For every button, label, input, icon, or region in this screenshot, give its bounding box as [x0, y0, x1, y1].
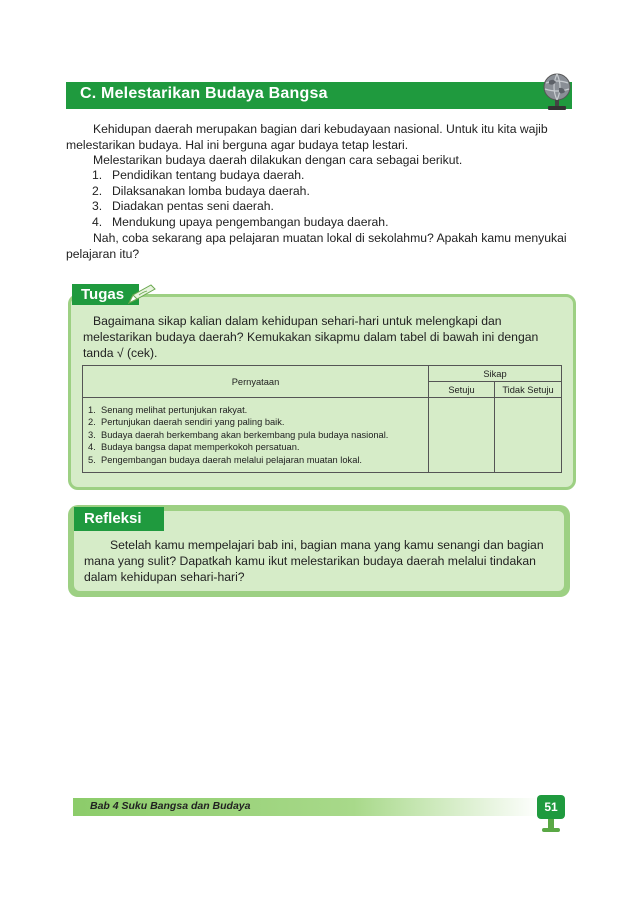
tugas-line-2: melestarikan budaya daerah? Kemukakan sikapmu dalam tabel di bawah ini dengan — [83, 330, 539, 344]
paragraph-1-line-2: melestarikan budaya. Hal ini berguna agar budaya tetap lestari. — [66, 138, 409, 152]
table-row: 4. Budaya bangsa dapat memperkokoh persatuan. — [88, 442, 300, 453]
column-header-agree: Setuju — [429, 382, 495, 398]
table-row: 1. Senang melihat pertunjukan rakyat. — [88, 405, 248, 415]
tugas-tab: Tugas — [72, 284, 139, 305]
list-item: 4. Mendukung upaya pengembangan budaya daerah. — [92, 214, 389, 229]
list-item: 3. Diadakan pentas seni daerah. — [92, 199, 274, 214]
footer-chapter-title: Bab 4 Suku Bangsa dan Budaya — [90, 800, 251, 812]
refleksi-tab: Refleksi — [74, 507, 164, 531]
attitude-table — [82, 365, 562, 473]
paragraph-3-line-2: pelajaran itu? — [66, 247, 140, 261]
column-header-disagree: Tidak Setuju — [495, 382, 562, 398]
refleksi-line-2: mana yang sulit? Dapatkah kamu ikut melestarikan budaya daerah melalui tindakan — [84, 554, 536, 568]
globe-icon — [540, 72, 574, 112]
pencil-icon — [127, 283, 157, 305]
paragraph-2: Melestarikan budaya daerah dilakukan dengan cara sebagai berikut. — [93, 153, 463, 167]
refleksi-line-3: dalam kehidupan sehari-hari? — [84, 570, 245, 584]
list-item: 2. Dilaksanakan lomba budaya daerah. — [92, 183, 310, 198]
tugas-line-1: Bagaimana sikap kalian dalam kehidupan sehari-hari untuk melengkapi dan — [93, 314, 502, 328]
table-row: 3. Budaya daerah berkembang akan berkembang pula budaya nasional. — [88, 429, 389, 440]
paragraph-1-line-1: Kehidupan daerah merupakan bagian dari kebudayaan nasional. Untuk itu kita wajib — [93, 122, 548, 136]
table-row: 2. Pertunjukan daerah sendiri yang paling baik. — [88, 417, 285, 428]
page-number-base — [542, 828, 560, 832]
section-title: C. Melestarikan Budaya Bangsa — [80, 85, 328, 102]
table-row: 5. Pengembangan budaya daerah melalui pelajaran muatan lokal. — [88, 454, 363, 465]
method-list — [92, 168, 388, 230]
refleksi-line-1: Setelah kamu mempelajari bab ini, bagian mana yang kamu senangi dan bagian — [110, 538, 544, 552]
column-header-sikap: Sikap — [429, 366, 562, 382]
tugas-line-3: tanda √ (cek). — [83, 346, 158, 360]
agree-checkbox-cell[interactable] — [429, 398, 495, 473]
disagree-checkbox-cell[interactable] — [495, 398, 562, 473]
paragraph-3-line-1: Nah, coba sekarang apa pelajaran muatan lokal di sekolahmu? Apakah kamu menyukai — [93, 231, 567, 245]
statement-cell — [83, 398, 429, 473]
page-number: 51 — [537, 795, 565, 819]
list-item: 1. Pendidikan tentang budaya daerah. — [92, 168, 305, 182]
column-header-statement: Pernyataan — [83, 366, 429, 398]
